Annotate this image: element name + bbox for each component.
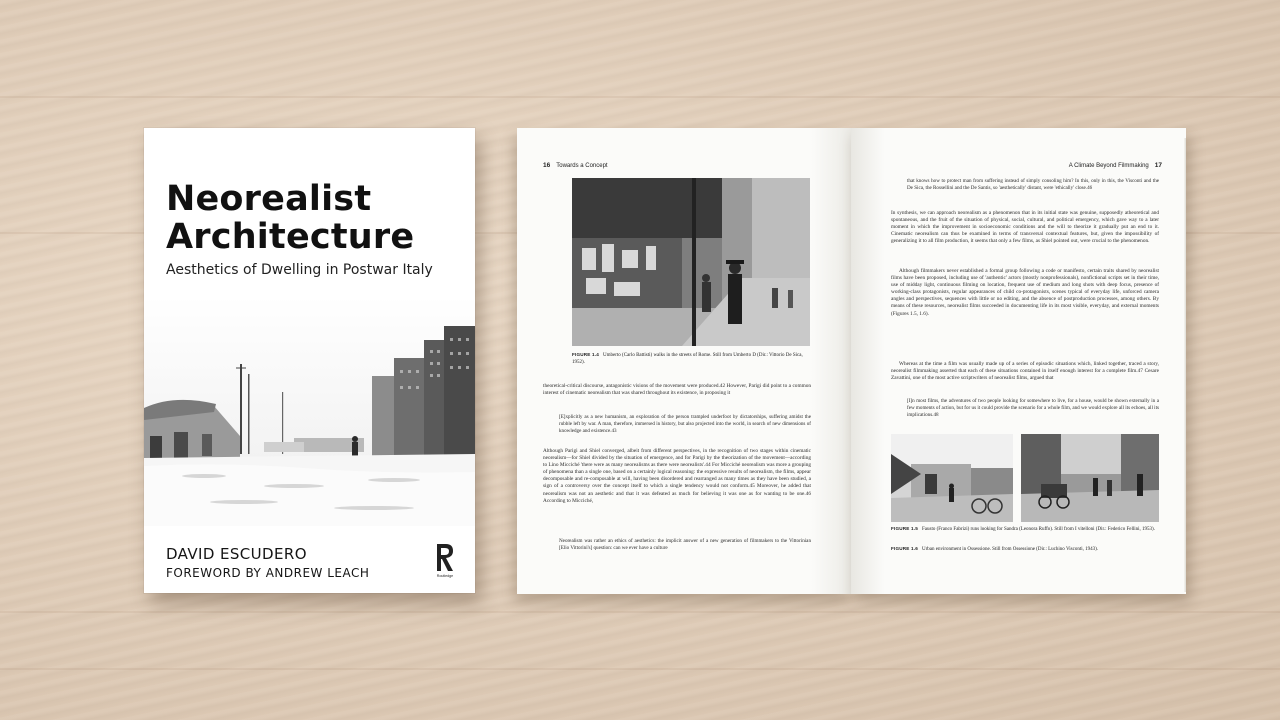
- cover-title-line-1: Neorealist: [166, 179, 372, 219]
- right-quote-continued: that knows how to protect man from suffering instead of simply consoling him? In this, only in this, the Visconti and the De Sica, the Rossellini and the De Santis, so 'aesthetically' distant, were 'ethically' close.46: [907, 178, 1159, 192]
- figure-1-6-label: FIGURE 1.6: [891, 546, 919, 551]
- right-page: [851, 128, 1186, 594]
- right-page-number: 17: [1154, 162, 1162, 169]
- figure-1-5-photo: [891, 434, 1013, 522]
- book-cover[interactable]: [144, 128, 475, 593]
- figure-1-6-caption: [891, 546, 1159, 554]
- left-running-title: Towards a Concept: [556, 163, 608, 169]
- cover-photograph: [144, 296, 475, 526]
- figure-1-4-label: FIGURE 1.4: [572, 352, 600, 357]
- cover-title: [166, 180, 466, 256]
- page-edge: [1184, 138, 1186, 592]
- left-paragraph-2: Although Parigi and Shiel converged, albeit from different perspectives, in the recognition of two stages within cinematic neorealism—for Shiel divided by the situation of emergence, and for Parigi by the theorization of the movement—according to Lino Micciché 'there were as many neorealisms as there were neorealists'.44 For Micciché neorealism was more a grouping of phenomena than a single one, based on a certainly logical reasoning: the expressive results of neorealism, the films, appear decomposable and re-composable at will, having been disordered and rearranged as many times as they have been studied, a sign of a controversy over the concept itself to which a single tendency would not conform.45 Moreover, he added that neorealism was not an aesthetic and that it was defeated as much for believing it was one as for wanting to be one.46 According to Micciché,: [543, 448, 811, 504]
- cover-author: DAVID ESCUDERO: [166, 545, 307, 563]
- figure-1-6-photo: [1021, 434, 1159, 522]
- figure-1-4-photo: [572, 178, 810, 346]
- left-paragraph-1: theoretical-critical discourse, antagonistic visions of the movement were produced.42 However, Parigi did point to a common interest of cinematic neorealism that was shared throughout its existence, in proposing it: [543, 383, 811, 397]
- publisher-logo-icon: [434, 541, 456, 579]
- left-page: [517, 128, 851, 594]
- left-running-head: [543, 162, 608, 169]
- cover-subtitle: Aesthetics of Dwelling in Postwar Italy: [166, 262, 433, 278]
- figure-1-4-caption: [572, 352, 810, 366]
- right-running-head: [1069, 162, 1162, 169]
- figure-1-5-caption: [891, 526, 1159, 534]
- figure-1-5-label: FIGURE 1.5: [891, 526, 919, 531]
- figure-1-6-caption-text: Urban environment in Ossessione. Still from Ossessione (Dir.: Luchino Visconti, 1943).: [922, 547, 1099, 552]
- open-book[interactable]: [517, 124, 1186, 600]
- wood-grain: [0, 611, 1280, 613]
- right-paragraph-3: Whereas at the time a film was usually made up of a series of episodic situations which, linked together, traced a story, neorealist filmmaking asserted that each of these situations contained in itself enough interest for a complete film.47 Cesare Zavattini, one of the most active scriptwriters of neorealist films, argued that: [891, 361, 1159, 382]
- wood-grain: [0, 96, 1280, 98]
- left-page-number: 16: [543, 162, 551, 169]
- publisher-name: Routledge: [436, 574, 454, 578]
- cover-title-line-2: Architecture: [166, 217, 415, 257]
- wood-grain: [0, 668, 1280, 670]
- left-block-quote-1: [E]xplicitly as a new humanism, an exploration of the person trampled underfoot by dictatorships, suffering amidst the rubble left by war. A man, therefore, immersed in history, but also projected into the world, in search of new dimensions of knowledge and existence.43: [559, 414, 811, 435]
- right-paragraph-2: Although filmmakers never established a formal group following a code or manifesto, certain traits shared by neorealist films have been proposed, including use of 'authentic' actors (mostly nonprofessionals), nonfictional scripts set in their time, use of midday light, continuous filming on location, frequent use of medium and long shots with deep focus, presence of working-class protagonists, regular appearances of child co-protagonists, scenes typical of everyday life, unforced camera angles and perspectives, sequences with little or no editing, and the absence of postproduction processes, among others. By means of these resources, neorealist films succeeded in documenting life in its most visible, everyday, and external moments (Figures 1.5, 1.6).: [891, 268, 1159, 317]
- cover-foreword: FOREWORD BY ANDREW LEACH: [166, 566, 370, 580]
- right-running-title: A Climate Beyond Filmmaking: [1068, 163, 1149, 169]
- figure-1-5-caption-text: Fausto (Franco Fabrizi) runs looking for Sandra (Leonora Ruffo). Still from I vitelloni (Dir.: Federico Fellini, 1953).: [922, 527, 1155, 532]
- left-block-quote-2: Neorealism was rather an ethics of aesthetics: the implicit answer of a new generation of filmmakers to the Vittorinian [Elio Vittorini's] question: can we ever have a culture: [559, 538, 811, 552]
- right-paragraph-1: In synthesis, we can approach neorealism as a phenomenon that in its initial state was genuine, supposedly atheoretical and spontaneous, and the fruit of the situation of physical, social, cultural, and political emergency, which gave way to a later moment in which the improvement in socioeconomic conditions and the will to theorize it gradually put an end to it. Cinematic neorealism can thus be examined in terms of transversal contextual features, but, given the impossibility of generalizing it to all film production, it seems that only a few films, as Shiel pointed out, were crucial to the phenomenon.: [891, 210, 1159, 245]
- right-block-quote: [I]n most films, the adventures of two people looking for somewhere to live, for a house, would be shown externally in a few moments of action, but for us it could provide the scenario for a whole film, and we would explore all its echoes, all its implications.48: [907, 398, 1159, 419]
- figure-1-4-caption-text: Umberto (Carlo Battisti) walks in the streets of Rome. Still from Umberto D (Dir.: Vittorio De Sica, 1952).: [572, 353, 803, 365]
